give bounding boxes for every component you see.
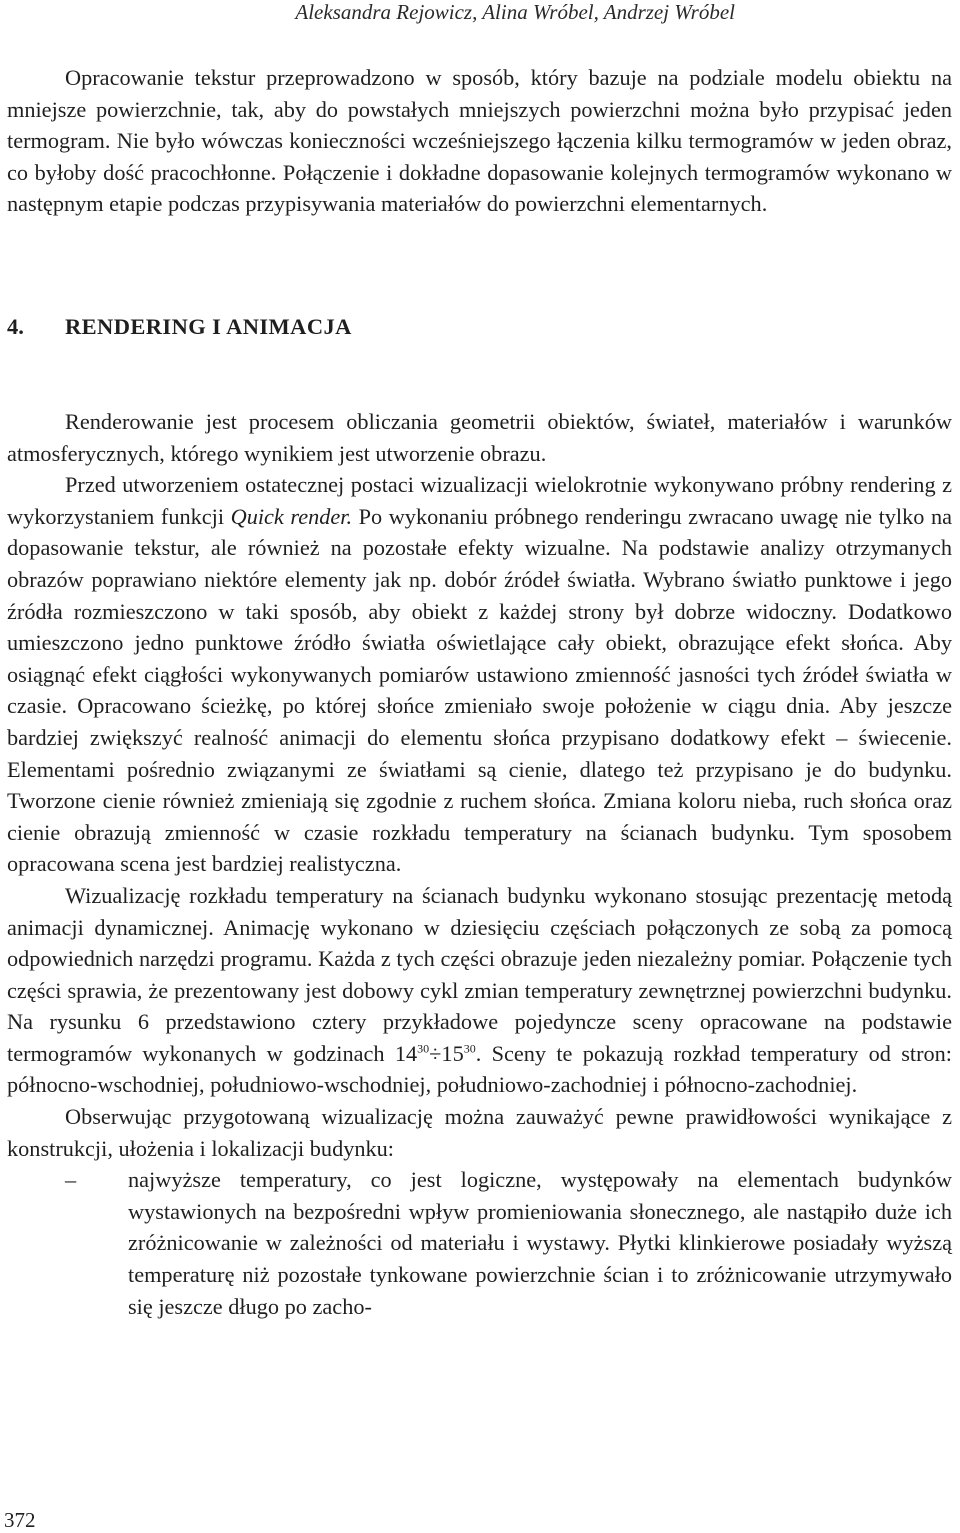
time-range-sign: ÷ (429, 1040, 442, 1066)
section-title: RENDERING I ANIMACJA (65, 314, 352, 339)
intro-text (7, 62, 952, 220)
page-number: 372 (4, 1508, 36, 1532)
paragraph-textures: Opracowanie tekstur przeprowadzono w sposób, który bazuje na podziale modelu obiektu na mniejsze powierzchnie, tak, aby do powstałych mniejszych powierzchni można było przypisać jeden termogram. Nie było wówczas konieczności wcześniejszego łączenia kilku termogramów w jeden obraz, co byłoby dość pracochłonne. Połączenie i dokładne dopasowanie kolejnych termogramów wykonano w następnym etapie podczas przypisywania materiałów do powierzchni elementarnych. (7, 65, 952, 217)
list-item-dash: – (65, 1167, 77, 1193)
section-heading (7, 314, 352, 340)
section-number: 4. (7, 314, 24, 339)
quick-render-term: Quick render. (230, 503, 353, 529)
time-start-hour: 14 (394, 1040, 418, 1066)
list-item-text: najwyższe temperatury, co jest logiczne, występowały na elementach budynków wystawionych na bezpośredni wpływ promieniowania słonecznego, ale nastąpiło duże ich zróżnicowanie w zależności od materiału i wystawy. Płytki klinkierowe posiadały wyższą temperaturę niż pozostałe tynkowane powierzchnie ścian i to zróżnicowanie utrzymywało się jeszcze długo po zacho- (128, 1167, 952, 1319)
paragraph-rendering-definition: Renderowanie jest procesem obliczania geometrii obiektów, świateł, materiałów i warunków atmosferycznych, którego wynikiem jest utworzenie obrazu. (7, 409, 952, 466)
paragraph-quick-render (7, 469, 952, 880)
paragraph-animation-start: Wizualizację rozkładu temperatury na ścianach budynku wykonano stosując prezentację metodą animacji dynamicznej. Animację wykonano w dziesięciu częściach połączonych ze sobą za pomocą odpowiednich narzędzi programu. Każda z tych części obrazuje jeden niezależny pomiar. Połączenie tych części sprawia, że prezentowany jest dobowy cykl zmian temperatury zewnętrznej powierzchni budynku. Na rysunku 6 przedstawiono cztery przykładowe pojedyncze sceny opracowane na podstawie termogramów wykonanych w godzinach (7, 882, 952, 1066)
paragraph-animation (7, 880, 952, 1101)
paragraph-quick-render-start: Przed utworzeniem ostatecznej postaci wizualizacji wielokrotnie wykonywano próbny rendering z wykorzystaniem funkcji (7, 472, 952, 529)
time-end-minutes: 30 (463, 1041, 476, 1056)
time-start-minutes: 30 (417, 1041, 430, 1056)
paragraph-observations: Obserwując przygotowaną wizualizację można zauważyć pewne prawidłowości wynikające z konstrukcji, ułożenia i lokalizacji budynku: (7, 1104, 952, 1161)
section-body (7, 406, 952, 1322)
paragraph-animation-rest: . Sceny te pokazują rozkład temperatury od stron: północno-wschodniej, południowo-wschodniej, południowo-zachodniej i północno-zachodniej. (7, 1040, 952, 1098)
list-item (7, 1164, 952, 1322)
time-end-hour: 15 (441, 1040, 464, 1066)
running-header-authors: Aleksandra Rejowicz, Alina Wróbel, Andrzej Wróbel (295, 0, 735, 24)
observations-list (7, 1164, 952, 1322)
paragraph-quick-render-rest: Po wykonaniu próbnego renderingu zwracano uwagę nie tylko na dopasowanie tekstur, ale również na pozostałe efekty wizualne. Na podstawie analizy otrzymanych obrazów poprawiano niektóre elementy jak np. dobór źródeł światła. Wybrano światło punktowe i jego źródła rozmieszczono w taki sposób, aby obiekt z każdej strony był dobrze widoczny. Dodatkowo umieszczono jedno punktowe źródło światła oświetlające cały obiekt, obrazujące efekt słońca. Aby osiągnąć efekt ciągłości wykonywanych pomiarów ustawiono zmienność jasności tych źródeł światła w czasie. Opracowano ścieżkę, po której słońce zmieniało swoje położenie w ciągu dnia. Aby jeszcze bardziej zwiększyć realność animacji do elementu słońca przypisano dodatkowy efekt – świecenie. Elementami pośrednio związanymi ze światłami są cienie, dlatego też przypisano je do budynku. Tworzone cienie również zmieniają się zgodnie z ruchem słońca. Zmiana koloru nieba, ruch słońca oraz cienie obrazują zmienność w czasie rozkładu temperatury na ścianach budynku. Tym sposobem opracowana scena jest bardziej realistyczna. (7, 503, 952, 877)
